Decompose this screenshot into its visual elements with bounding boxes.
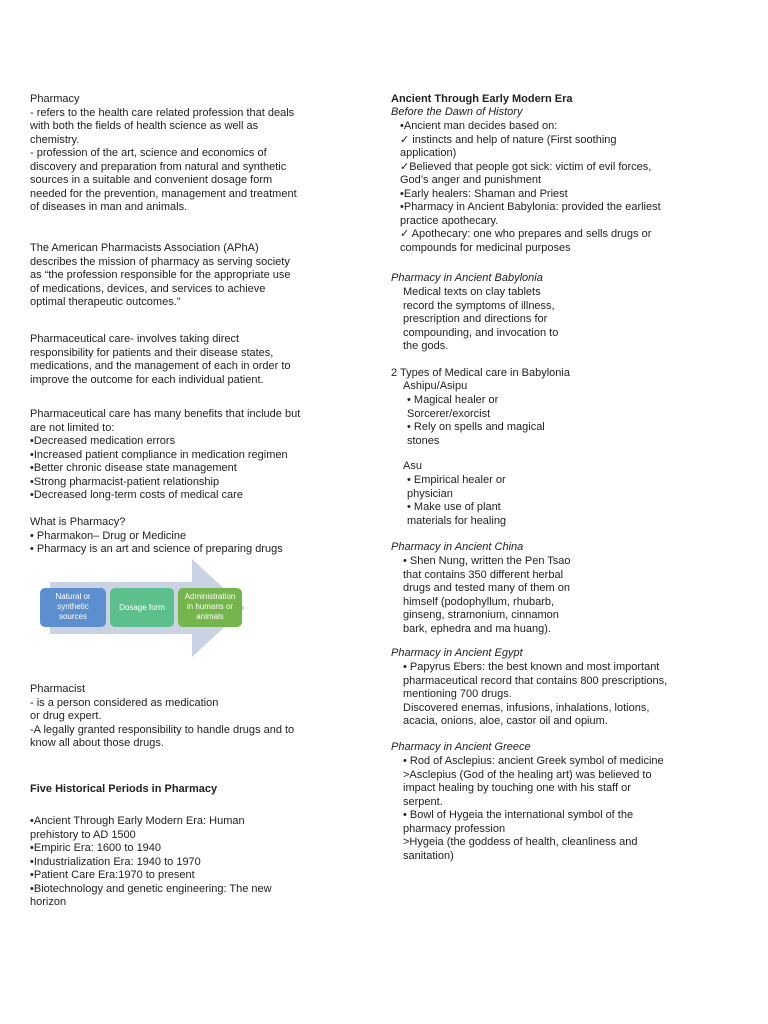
text-line: Medical texts on clay tablets — [403, 286, 541, 298]
diagram-label: synthetic — [57, 602, 89, 611]
text-line: optimal therapeutic outcomes.” — [30, 296, 181, 308]
list-item: •Strong pharmacist-patient relationship — [30, 475, 220, 488]
text-line: Pharmacist — [30, 683, 86, 695]
text-line: sources in a suitable and convenient dosage form — [30, 174, 273, 186]
text-line: • Shen Nung, written the Pen Tsao — [403, 555, 571, 567]
text-line: • Rod of Asclepius: ancient Greek symbol of medicine — [403, 755, 664, 767]
egypt-text — [391, 661, 703, 729]
text-line: Discovered enemas, infusions, inhalations, lotions, — [403, 701, 650, 714]
asu-list — [391, 474, 707, 528]
text-line: - is a person considered as medication — [30, 696, 219, 709]
text-line: The American Pharmacists Association (APhA) — [30, 242, 259, 254]
list-item: •Biotechnology and genetic engineering: The new — [30, 882, 272, 895]
benefits-list — [30, 408, 310, 503]
text-line: as “the profession responsible for the appropriate use — [30, 269, 291, 281]
text-line: bark, ephedra and ma huang). — [403, 622, 551, 635]
diagram-label: animals — [196, 612, 224, 621]
china-text — [391, 555, 703, 636]
list-item: •Patient Care Era:1970 to present — [30, 869, 195, 881]
list-item: •Better chronic disease state management — [30, 462, 237, 474]
pharmacist-definition — [30, 683, 310, 751]
dawn-subheading: Before the Dawn of History — [391, 106, 523, 118]
text-line: with both the fields of health science as well as — [30, 120, 259, 132]
list-item: prehistory to AD 1500 — [30, 828, 136, 841]
text-line: pharmaceutical record that contains 800 prescriptions, — [403, 674, 668, 687]
list-item: •Empiric Era: 1600 to 1940 — [30, 842, 162, 854]
text-line: impact healing by touching one with his staff or — [403, 782, 631, 794]
text-line: Pharmaceutical care- involves taking direct — [30, 333, 240, 345]
list-item: practice apothecary. — [400, 214, 499, 227]
text-line: improve the outcome for each individual patient. — [30, 373, 264, 386]
text-line: ginseng, stramonium, cinnamon — [403, 609, 559, 621]
text-line: pharmacy profession — [403, 822, 506, 835]
era-heading: Ancient Through Early Modern Era — [391, 93, 573, 105]
text-line: Pharmaceutical care has many benefits that include but — [30, 408, 301, 420]
ashipu-list — [391, 394, 707, 448]
text-line: know all about those drugs. — [30, 737, 164, 749]
text-line: of diseases in man and animals. — [30, 201, 188, 213]
text-line: drugs and tested many of them on — [403, 582, 570, 594]
medical-care-types-heading: 2 Types of Medical care in Babylonia — [391, 367, 570, 379]
ashipu-heading: Ashipu/Asipu — [403, 380, 468, 392]
five-periods-heading: Five Historical Periods in Pharmacy — [30, 783, 218, 795]
list-item: •Ancient Through Early Modern Era: Human — [30, 815, 245, 827]
greece-text — [391, 755, 703, 863]
list-item: •Increased patient compliance in medication regimen — [30, 448, 288, 461]
text-line: - refers to the health care related profession that deals — [30, 106, 295, 119]
text-line: that contains 350 different herbal — [403, 568, 564, 581]
list-item: • Magical healer or — [407, 394, 499, 406]
list-item: •Decreased long-term costs of medical care — [30, 489, 243, 501]
text-line: describes the mission of pharmacy as serving society — [30, 255, 290, 268]
list-item: •Ancient man decides based on: — [400, 120, 558, 132]
list-item: ✓Believed that people got sick: victim of evil forces, — [400, 160, 652, 173]
list-item: Sorcerer/exorcist — [407, 407, 491, 420]
list-item: •Industrialization Era: 1940 to 1970 — [30, 855, 201, 868]
asu-heading: Asu — [403, 460, 422, 472]
list-item: physician — [407, 487, 453, 500]
apha-mission — [30, 242, 310, 310]
babylonia-heading: Pharmacy in Ancient Babylonia — [391, 272, 543, 284]
text-line: • Bowl of Hygeia the international symbol of the — [403, 809, 634, 821]
list-item: •Early healers: Shaman and Priest — [400, 187, 568, 200]
text-line: medications, and the management of each in order to — [30, 360, 291, 372]
text-line: prescription and directions for — [403, 313, 548, 325]
pharmacy-definition — [30, 93, 310, 215]
pharmaceutical-care — [30, 333, 310, 387]
historical-periods-list — [30, 815, 310, 910]
text-line: sanitation) — [403, 849, 454, 862]
pharmacy-process-diagram — [40, 559, 270, 659]
list-item: compounds for medicinal purposes — [400, 241, 571, 254]
text-line: serpent. — [403, 795, 443, 808]
text-line: himself (podophyllum, rhubarb, — [403, 595, 555, 608]
text-line: the gods. — [403, 340, 449, 352]
list-item: ✓ Apothecary: one who prepares and sells drugs or — [400, 228, 652, 240]
text-line: needed for the prevention, management and treatment — [30, 187, 297, 200]
text-line: compounding, and invocation to — [403, 326, 559, 339]
text-line: are not limited to: — [30, 421, 115, 434]
text-line: >Hygeia (the goddess of health, cleanliness and — [403, 836, 638, 848]
diagram-label: in humans or — [186, 602, 234, 611]
list-item: • Empirical healer or — [407, 474, 506, 486]
text-line: -A legally granted responsibility to handle drugs and to — [30, 723, 295, 736]
what-is-pharmacy — [30, 516, 310, 557]
diagram-label: Administration — [184, 592, 236, 601]
text-line: or drug expert. — [30, 710, 102, 722]
list-item: • Pharmacy is an art and science of preparing drugs — [30, 543, 283, 555]
text-line: of medications, devices, and services to achieve — [30, 282, 266, 295]
egypt-heading: Pharmacy in Ancient Egypt — [391, 647, 523, 659]
diagram-label: Natural or — [55, 592, 91, 601]
text-line: discovery and preparation from natural and synthetic — [30, 160, 287, 173]
text-line: - profession of the art, science and economics of — [30, 147, 267, 159]
text-line: chemistry. — [30, 133, 80, 146]
text-line: record the symptoms of illness, — [403, 299, 555, 312]
diagram-label: Dosage form — [119, 603, 165, 612]
china-heading: Pharmacy in Ancient China — [391, 541, 524, 553]
text-line: responsibility for patients and their disease states, — [30, 346, 274, 359]
list-item: materials for healing — [407, 514, 507, 527]
list-item: application) — [400, 147, 457, 159]
list-item: God’s anger and punishment — [400, 174, 542, 186]
list-item: • Pharmakon– Drug or Medicine — [30, 529, 187, 542]
list-item: • Rely on spells and magical — [407, 421, 545, 433]
greece-heading: Pharmacy in Ancient Greece — [391, 741, 531, 753]
list-item: ✓ instincts and help of nature (First soothing — [400, 133, 617, 146]
babylonia-text — [391, 286, 703, 354]
list-item: •Decreased medication errors — [30, 435, 176, 447]
diagram-label: sources — [58, 612, 88, 621]
dawn-of-history-list — [391, 120, 700, 255]
text-line: >Asclepius (God of the healing art) was believed to — [403, 768, 652, 781]
text-line: What is Pharmacy? — [30, 516, 126, 528]
list-item: stones — [407, 434, 440, 447]
text-line: acacia, onions, aloe, castor oil and opium. — [403, 715, 608, 727]
text-line: • Papyrus Ebers: the best known and most important — [403, 661, 660, 673]
text-line: Pharmacy — [30, 93, 80, 105]
text-line: mentioning 700 drugs. — [403, 688, 512, 700]
list-item: horizon — [30, 896, 67, 908]
list-item: •Pharmacy in Ancient Babylonia: provided the earliest — [400, 201, 661, 213]
list-item: • Make use of plant — [407, 501, 501, 513]
